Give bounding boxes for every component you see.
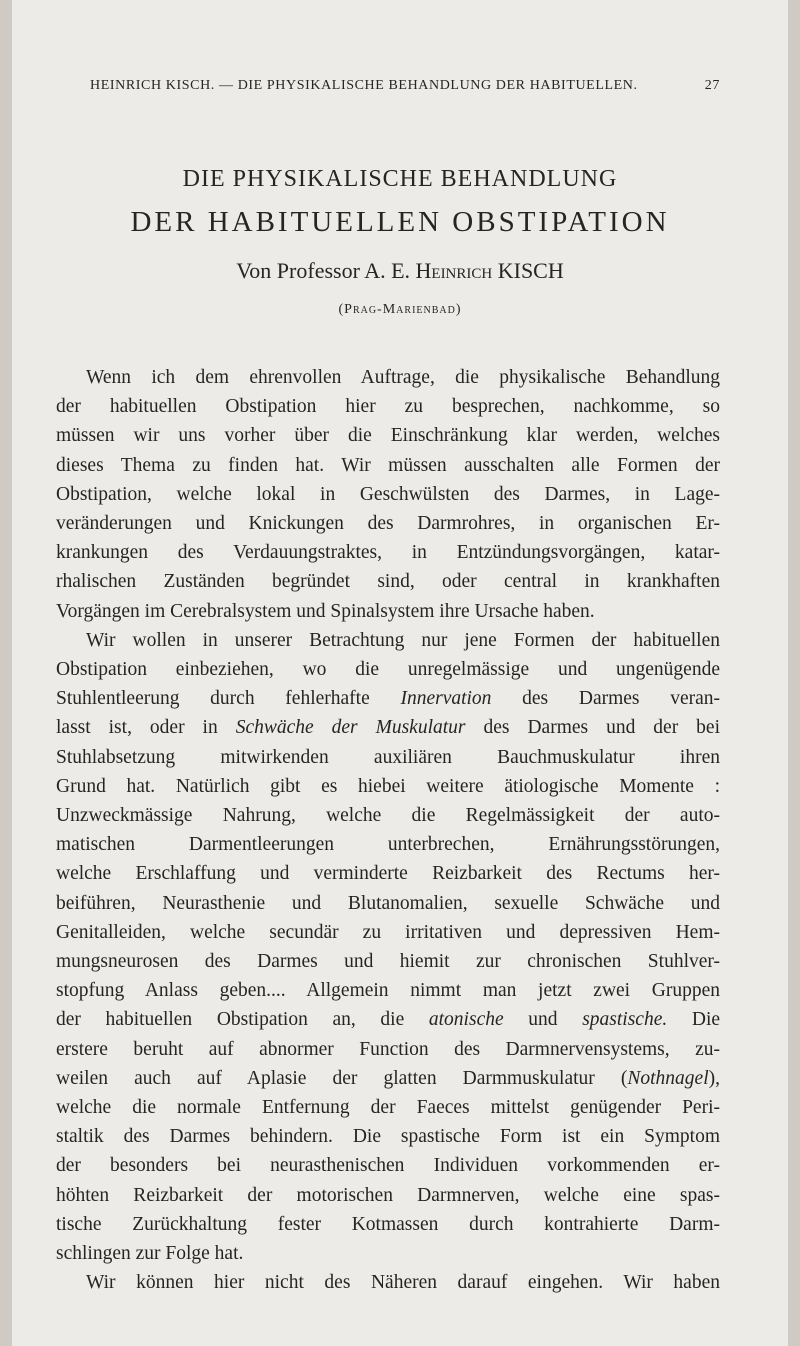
italic-term: Innervation — [400, 688, 492, 710]
text-line: der habituellen Obstipation hier zu besprechen, nachkomme, so — [56, 396, 720, 418]
text-line: Obstipation einbeziehen, wo die unregelmässige und ungenügende — [56, 659, 720, 681]
italic-term: spastische. — [582, 1009, 668, 1031]
italic-citation: Nothnagel — [627, 1067, 709, 1089]
running-head — [90, 78, 720, 94]
text-line: erstere beruht auf abnormer Function des Darmnervensystems, zu- — [56, 1038, 720, 1060]
author-affiliation — [12, 302, 788, 318]
text-line: matischen Darmentleerungen unterbrechen, Ernährungsstörungen, — [56, 834, 720, 856]
document-page — [12, 0, 788, 1346]
text-line: Obstipation, welche lokal in Geschwülsten des Darmes, in Lage- — [56, 483, 720, 505]
page-number: 27 — [704, 78, 720, 93]
text-line: welche die normale Entfernung der Faeces mittelst genügender Peri- — [56, 1097, 720, 1119]
article-title-line-2: DER HABITUELLEN OBSTIPATION — [130, 206, 670, 238]
italic-term: Schwäche der Muskulatur — [235, 717, 466, 739]
text-line: Unzweckmässige Nahrung, welche die Regelmässigkeit der auto- — [56, 805, 720, 827]
text-segment: und — [528, 1009, 558, 1031]
text-segment: des Darmes veran- — [522, 688, 721, 710]
article-title-line-1: DIE PHYSIKALISCHE BEHANDLUNG — [182, 166, 618, 192]
text-line: müssen wir uns vorher über die Einschränkung klar werden, welches — [56, 425, 720, 447]
italic-term: atonische — [428, 1009, 504, 1031]
text-segment: lasst ist, oder in — [56, 717, 218, 739]
text-segment: ), — [708, 1067, 720, 1089]
text-line: Stuhlabsetzung mitwirkenden auxiliären Bauchmuskulatur ihren — [56, 746, 720, 768]
text-line: Wir können hier nicht des Näheren darauf eingehen. Wir haben — [86, 1272, 720, 1294]
text-line: höhten Reizbarkeit der motorischen Darmnerven, welche eine spas- — [56, 1184, 720, 1206]
text-segment: der habituellen Obstipation an, die — [56, 1009, 405, 1031]
text-line: welche Erschlaffung und verminderte Reizbarkeit des Rectums her- — [56, 863, 720, 885]
text-line: Grund hat. Natürlich gibt es hiebei weitere ätiologische Momente : — [56, 775, 720, 797]
text-line: mungsneurosen des Darmes und hiemit zur chronischen Stuhlver- — [56, 951, 720, 973]
body-text — [56, 363, 720, 1298]
text-line: schlingen zur Folge hat. — [56, 1243, 244, 1265]
text-line: beiführen, Neurasthenie und Blutanomalien, sexuelle Schwäche und — [56, 892, 720, 914]
text-line: rhalischen Zuständen begründet sind, oder central in krankhaften — [56, 571, 720, 593]
text-segment: Die — [691, 1009, 721, 1031]
text-line: Vorgängen im Cerebralsystem und Spinalsystem ihre Ursache haben. — [56, 600, 595, 622]
author-prefix: Von Professor A. E. — [236, 258, 411, 283]
text-segment: weilen auch auf Aplasie der glatten Darmmuskulatur ( — [56, 1067, 628, 1089]
text-line — [56, 1005, 720, 1034]
text-segment: des Darmes und der bei — [483, 717, 720, 739]
text-line: Genitalleiden, welche secundär zu irritativen und depressiven Hem- — [56, 921, 720, 943]
text-line: Wenn ich dem ehrenvollen Auftrage, die physikalische Behandlung — [86, 367, 720, 388]
author-line — [12, 258, 788, 284]
text-segment: Stuhlentleerung durch fehlerhafte — [56, 688, 370, 710]
text-line — [56, 684, 720, 713]
author-name: Heinrich — [415, 258, 493, 283]
text-line: Wir wollen in unserer Betrachtung nur jene Formen der habituellen — [86, 629, 720, 651]
author-surname: KISCH — [497, 258, 564, 283]
running-head-title: HEINRICH KISCH. — DIE PHYSIKALISCHE BEHANDLUNG DER HABITUELLEN. — [90, 78, 638, 93]
text-line — [56, 1064, 720, 1093]
text-line: dieses Thema zu finden hat. Wir müssen ausschalten alle Formen der — [56, 454, 720, 476]
text-line: tische Zurückhaltung fester Kotmassen durch kontrahierte Darm- — [56, 1213, 720, 1235]
text-line: krankungen des Verdauungstraktes, in Entzündungsvorgängen, katar- — [56, 542, 720, 564]
text-line: veränderungen und Knickungen des Darmrohres, in organischen Er- — [56, 513, 720, 535]
text-line — [56, 713, 720, 742]
text-line: staltik des Darmes behindern. Die spastische Form ist ein Symptom — [56, 1126, 720, 1148]
text-line: stopfung Anlass geben.... Allgemein nimmt man jetzt zwei Gruppen — [56, 980, 720, 1002]
text-line: der besonders bei neurasthenischen Individuen vorkommenden er- — [56, 1155, 720, 1177]
affiliation-text: (Prag-Marienbad) — [338, 302, 462, 317]
